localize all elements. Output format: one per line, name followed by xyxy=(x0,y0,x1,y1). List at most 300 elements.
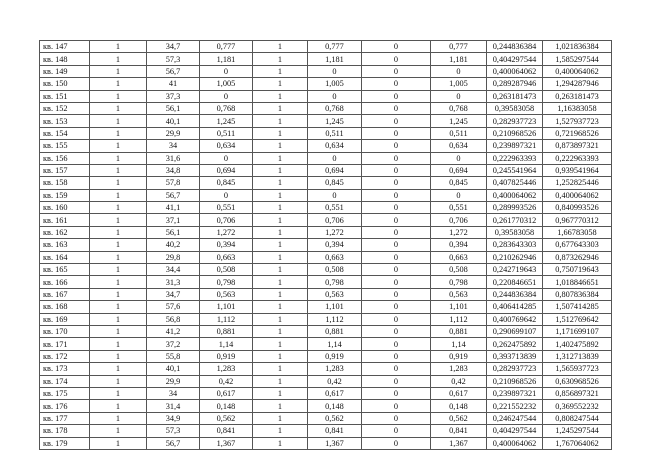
total-value-cell: 0 xyxy=(431,152,487,164)
sum-cell: 0,750719643 xyxy=(543,264,612,276)
apartment-cell: кв. 174 xyxy=(40,375,90,387)
zero-cell: 0 xyxy=(362,276,431,288)
adjusted-value-cell: 0,798 xyxy=(308,276,362,288)
coefficient-cell: 1 xyxy=(253,65,308,77)
share-cell: 0,400064062 xyxy=(487,437,543,449)
apartment-cell: кв. 178 xyxy=(40,425,90,437)
sum-cell: 0,677643303 xyxy=(543,239,612,251)
area-cell: 57,3 xyxy=(147,53,200,65)
sum-cell: 1,565937723 xyxy=(543,363,612,375)
share-cell: 0,289993526 xyxy=(487,202,543,214)
adjusted-value-cell: 0,694 xyxy=(308,164,362,176)
sum-cell: 1,402475892 xyxy=(543,338,612,350)
zero-cell: 0 xyxy=(362,239,431,251)
coefficient-cell: 1 xyxy=(253,78,308,90)
total-value-cell: 0,845 xyxy=(431,177,487,189)
count-cell: 1 xyxy=(90,152,147,164)
zero-cell: 0 xyxy=(362,375,431,387)
share-cell: 0,239897321 xyxy=(487,387,543,399)
total-value-cell: 0,617 xyxy=(431,387,487,399)
area-cell: 56,8 xyxy=(147,313,200,325)
total-value-cell: 0 xyxy=(431,189,487,201)
share-cell: 0,283643303 xyxy=(487,239,543,251)
value-cell: 0,845 xyxy=(200,177,253,189)
share-cell: 0,400769642 xyxy=(487,313,543,325)
table-row xyxy=(40,338,612,350)
value-cell: 1,283 xyxy=(200,363,253,375)
table-row xyxy=(40,400,612,412)
sum-cell: 0,263181473 xyxy=(543,90,612,102)
sum-cell: 0,856897321 xyxy=(543,387,612,399)
table-row xyxy=(40,437,612,449)
coefficient-cell: 1 xyxy=(253,350,308,362)
sum-cell: 0,807836384 xyxy=(543,288,612,300)
value-cell: 0,841 xyxy=(200,425,253,437)
count-cell: 1 xyxy=(90,251,147,263)
count-cell: 1 xyxy=(90,202,147,214)
count-cell: 1 xyxy=(90,412,147,424)
sum-cell: 0,873262946 xyxy=(543,251,612,263)
area-cell: 31,4 xyxy=(147,400,200,412)
area-cell: 41,1 xyxy=(147,202,200,214)
count-cell: 1 xyxy=(90,78,147,90)
adjusted-value-cell: 0 xyxy=(308,152,362,164)
coefficient-cell: 1 xyxy=(253,214,308,226)
count-cell: 1 xyxy=(90,425,147,437)
total-value-cell: 1,367 xyxy=(431,437,487,449)
value-cell: 0,551 xyxy=(200,202,253,214)
coefficient-cell: 1 xyxy=(253,152,308,164)
table-row xyxy=(40,350,612,362)
area-cell: 29,9 xyxy=(147,127,200,139)
value-cell: 0,768 xyxy=(200,102,253,114)
zero-cell: 0 xyxy=(362,127,431,139)
area-cell: 41,2 xyxy=(147,325,200,337)
sum-cell: 1,018846651 xyxy=(543,276,612,288)
sum-cell: 1,312713839 xyxy=(543,350,612,362)
coefficient-cell: 1 xyxy=(253,189,308,201)
value-cell: 0,777 xyxy=(200,41,253,53)
table-row xyxy=(40,288,612,300)
sum-cell: 1,021836384 xyxy=(543,41,612,53)
share-cell: 0,282937723 xyxy=(487,363,543,375)
adjusted-value-cell: 1,14 xyxy=(308,338,362,350)
zero-cell: 0 xyxy=(362,425,431,437)
adjusted-value-cell: 0,881 xyxy=(308,325,362,337)
apartment-cell: кв. 168 xyxy=(40,301,90,313)
value-cell: 1,367 xyxy=(200,437,253,449)
value-cell: 0,42 xyxy=(200,375,253,387)
coefficient-cell: 1 xyxy=(253,127,308,139)
area-cell: 37,1 xyxy=(147,214,200,226)
zero-cell: 0 xyxy=(362,251,431,263)
table-row xyxy=(40,251,612,263)
zero-cell: 0 xyxy=(362,325,431,337)
count-cell: 1 xyxy=(90,350,147,362)
table-row xyxy=(40,276,612,288)
table-row xyxy=(40,325,612,337)
table-row xyxy=(40,239,612,251)
zero-cell: 0 xyxy=(362,387,431,399)
area-cell: 31,3 xyxy=(147,276,200,288)
table-row xyxy=(40,65,612,77)
table-row xyxy=(40,102,612,114)
value-cell: 1,101 xyxy=(200,301,253,313)
share-cell: 0,262475892 xyxy=(487,338,543,350)
table-row xyxy=(40,152,612,164)
adjusted-value-cell: 0 xyxy=(308,189,362,201)
value-cell: 0,919 xyxy=(200,350,253,362)
sum-cell: 0,840993526 xyxy=(543,202,612,214)
coefficient-cell: 1 xyxy=(253,177,308,189)
zero-cell: 0 xyxy=(362,115,431,127)
share-cell: 0,210262946 xyxy=(487,251,543,263)
coefficient-cell: 1 xyxy=(253,387,308,399)
zero-cell: 0 xyxy=(362,400,431,412)
sum-cell: 0,967770312 xyxy=(543,214,612,226)
share-cell: 0,290699107 xyxy=(487,325,543,337)
value-cell: 1,181 xyxy=(200,53,253,65)
table-body xyxy=(40,41,612,450)
total-value-cell: 1,005 xyxy=(431,78,487,90)
adjusted-value-cell: 0,551 xyxy=(308,202,362,214)
sum-cell: 1,245297544 xyxy=(543,425,612,437)
total-value-cell: 0,919 xyxy=(431,350,487,362)
coefficient-cell: 1 xyxy=(253,276,308,288)
count-cell: 1 xyxy=(90,325,147,337)
coefficient-cell: 1 xyxy=(253,90,308,102)
sum-cell: 1,252825446 xyxy=(543,177,612,189)
value-cell: 0,881 xyxy=(200,325,253,337)
table-row xyxy=(40,264,612,276)
area-cell: 29,9 xyxy=(147,375,200,387)
value-cell: 0,694 xyxy=(200,164,253,176)
value-cell: 0,511 xyxy=(200,127,253,139)
zero-cell: 0 xyxy=(362,412,431,424)
zero-cell: 0 xyxy=(362,288,431,300)
sum-cell: 0,721968526 xyxy=(543,127,612,139)
zero-cell: 0 xyxy=(362,363,431,375)
table-row xyxy=(40,226,612,238)
zero-cell: 0 xyxy=(362,152,431,164)
total-value-cell: 0 xyxy=(431,65,487,77)
zero-cell: 0 xyxy=(362,350,431,362)
sum-cell: 0,873897321 xyxy=(543,140,612,152)
apartment-cell: кв. 179 xyxy=(40,437,90,449)
share-cell: 0,263181473 xyxy=(487,90,543,102)
coefficient-cell: 1 xyxy=(253,288,308,300)
table-row xyxy=(40,313,612,325)
sum-cell: 1,66783058 xyxy=(543,226,612,238)
table-row xyxy=(40,202,612,214)
apartment-cell: кв. 172 xyxy=(40,350,90,362)
count-cell: 1 xyxy=(90,400,147,412)
value-cell: 0,706 xyxy=(200,214,253,226)
adjusted-value-cell: 0,845 xyxy=(308,177,362,189)
apartment-cell: кв. 165 xyxy=(40,264,90,276)
sum-cell: 0,222963393 xyxy=(543,152,612,164)
zero-cell: 0 xyxy=(362,226,431,238)
table-row xyxy=(40,363,612,375)
sum-cell: 1,512769642 xyxy=(543,313,612,325)
count-cell: 1 xyxy=(90,140,147,152)
share-cell: 0,242719643 xyxy=(487,264,543,276)
table-row xyxy=(40,412,612,424)
count-cell: 1 xyxy=(90,65,147,77)
value-cell: 0 xyxy=(200,65,253,77)
share-cell: 0,289287946 xyxy=(487,78,543,90)
table-row xyxy=(40,425,612,437)
area-cell: 56,7 xyxy=(147,437,200,449)
count-cell: 1 xyxy=(90,288,147,300)
share-cell: 0,404297544 xyxy=(487,53,543,65)
apartment-cell: кв. 154 xyxy=(40,127,90,139)
total-value-cell: 0,551 xyxy=(431,202,487,214)
count-cell: 1 xyxy=(90,115,147,127)
total-value-cell: 0,394 xyxy=(431,239,487,251)
table-row xyxy=(40,177,612,189)
zero-cell: 0 xyxy=(362,65,431,77)
count-cell: 1 xyxy=(90,214,147,226)
count-cell: 1 xyxy=(90,239,147,251)
apartment-cell: кв. 148 xyxy=(40,53,90,65)
table-row xyxy=(40,164,612,176)
share-cell: 0,245541964 xyxy=(487,164,543,176)
total-value-cell: 0,841 xyxy=(431,425,487,437)
share-cell: 0,244836384 xyxy=(487,41,543,53)
adjusted-value-cell: 1,283 xyxy=(308,363,362,375)
area-cell: 34 xyxy=(147,140,200,152)
coefficient-cell: 1 xyxy=(253,363,308,375)
value-cell: 0,634 xyxy=(200,140,253,152)
adjusted-value-cell: 0,634 xyxy=(308,140,362,152)
share-cell: 0,210968526 xyxy=(487,127,543,139)
coefficient-cell: 1 xyxy=(253,53,308,65)
apartment-cell: кв. 151 xyxy=(40,90,90,102)
area-cell: 56,1 xyxy=(147,102,200,114)
table-row xyxy=(40,115,612,127)
table-row xyxy=(40,214,612,226)
adjusted-value-cell: 1,101 xyxy=(308,301,362,313)
area-cell: 29,8 xyxy=(147,251,200,263)
apartment-cell: кв. 167 xyxy=(40,288,90,300)
coefficient-cell: 1 xyxy=(253,164,308,176)
zero-cell: 0 xyxy=(362,90,431,102)
apartment-cell: кв. 171 xyxy=(40,338,90,350)
total-value-cell: 0,706 xyxy=(431,214,487,226)
apartment-cell: кв. 155 xyxy=(40,140,90,152)
zero-cell: 0 xyxy=(362,164,431,176)
coefficient-cell: 1 xyxy=(253,251,308,263)
area-cell: 31,6 xyxy=(147,152,200,164)
value-cell: 0 xyxy=(200,152,253,164)
total-value-cell: 0,148 xyxy=(431,400,487,412)
total-value-cell: 1,112 xyxy=(431,313,487,325)
sum-cell: 1,527937723 xyxy=(543,115,612,127)
table-row xyxy=(40,78,612,90)
count-cell: 1 xyxy=(90,313,147,325)
apartment-cell: кв. 166 xyxy=(40,276,90,288)
count-cell: 1 xyxy=(90,53,147,65)
apartment-cell: кв. 156 xyxy=(40,152,90,164)
data-table xyxy=(39,40,612,450)
table-row xyxy=(40,90,612,102)
coefficient-cell: 1 xyxy=(253,437,308,449)
total-value-cell: 1,181 xyxy=(431,53,487,65)
apartment-cell: кв. 176 xyxy=(40,400,90,412)
value-cell: 0,617 xyxy=(200,387,253,399)
coefficient-cell: 1 xyxy=(253,102,308,114)
apartment-cell: кв. 175 xyxy=(40,387,90,399)
sum-cell: 0,808247544 xyxy=(543,412,612,424)
count-cell: 1 xyxy=(90,226,147,238)
sum-cell: 0,400064062 xyxy=(543,189,612,201)
value-cell: 1,272 xyxy=(200,226,253,238)
apartment-cell: кв. 169 xyxy=(40,313,90,325)
coefficient-cell: 1 xyxy=(253,325,308,337)
table-row xyxy=(40,387,612,399)
area-cell: 34,7 xyxy=(147,41,200,53)
sum-cell: 0,400064062 xyxy=(543,65,612,77)
total-value-cell: 0,563 xyxy=(431,288,487,300)
total-value-cell: 0,663 xyxy=(431,251,487,263)
adjusted-value-cell: 0,562 xyxy=(308,412,362,424)
coefficient-cell: 1 xyxy=(253,313,308,325)
share-cell: 0,210968526 xyxy=(487,375,543,387)
area-cell: 56,7 xyxy=(147,65,200,77)
adjusted-value-cell: 0,777 xyxy=(308,41,362,53)
area-cell: 56,1 xyxy=(147,226,200,238)
coefficient-cell: 1 xyxy=(253,412,308,424)
coefficient-cell: 1 xyxy=(253,140,308,152)
area-cell: 41 xyxy=(147,78,200,90)
share-cell: 0,244836384 xyxy=(487,288,543,300)
count-cell: 1 xyxy=(90,363,147,375)
area-cell: 34 xyxy=(147,387,200,399)
apartment-cell: кв. 163 xyxy=(40,239,90,251)
value-cell: 0 xyxy=(200,90,253,102)
area-cell: 57,6 xyxy=(147,301,200,313)
area-cell: 34,9 xyxy=(147,412,200,424)
count-cell: 1 xyxy=(90,437,147,449)
area-cell: 34,4 xyxy=(147,264,200,276)
zero-cell: 0 xyxy=(362,437,431,449)
share-cell: 0,282937723 xyxy=(487,115,543,127)
adjusted-value-cell: 1,367 xyxy=(308,437,362,449)
apartment-cell: кв. 157 xyxy=(40,164,90,176)
adjusted-value-cell: 0,148 xyxy=(308,400,362,412)
share-cell: 0,222963393 xyxy=(487,152,543,164)
share-cell: 0,406414285 xyxy=(487,301,543,313)
sum-cell: 0,369552232 xyxy=(543,400,612,412)
apartment-cell: кв. 162 xyxy=(40,226,90,238)
table-row xyxy=(40,53,612,65)
apartment-cell: кв. 160 xyxy=(40,202,90,214)
zero-cell: 0 xyxy=(362,214,431,226)
total-value-cell: 1,245 xyxy=(431,115,487,127)
zero-cell: 0 xyxy=(362,102,431,114)
adjusted-value-cell: 0,508 xyxy=(308,264,362,276)
share-cell: 0,407825446 xyxy=(487,177,543,189)
coefficient-cell: 1 xyxy=(253,425,308,437)
total-value-cell: 0,694 xyxy=(431,164,487,176)
area-cell: 40,2 xyxy=(147,239,200,251)
adjusted-value-cell: 0 xyxy=(308,65,362,77)
coefficient-cell: 1 xyxy=(253,202,308,214)
adjusted-value-cell: 1,272 xyxy=(308,226,362,238)
count-cell: 1 xyxy=(90,301,147,313)
table-row xyxy=(40,127,612,139)
share-cell: 0,221552232 xyxy=(487,400,543,412)
apartment-cell: кв. 150 xyxy=(40,78,90,90)
sum-cell: 1,294287946 xyxy=(543,78,612,90)
zero-cell: 0 xyxy=(362,338,431,350)
value-cell: 0,663 xyxy=(200,251,253,263)
zero-cell: 0 xyxy=(362,78,431,90)
adjusted-value-cell: 0,663 xyxy=(308,251,362,263)
share-cell: 0,404297544 xyxy=(487,425,543,437)
total-value-cell: 1,14 xyxy=(431,338,487,350)
total-value-cell: 0,777 xyxy=(431,41,487,53)
value-cell: 1,14 xyxy=(200,338,253,350)
area-cell: 40,1 xyxy=(147,115,200,127)
value-cell: 0,148 xyxy=(200,400,253,412)
area-cell: 57,8 xyxy=(147,177,200,189)
count-cell: 1 xyxy=(90,177,147,189)
zero-cell: 0 xyxy=(362,177,431,189)
total-value-cell: 0,881 xyxy=(431,325,487,337)
total-value-cell: 0,42 xyxy=(431,375,487,387)
adjusted-value-cell: 0,919 xyxy=(308,350,362,362)
share-cell: 0,400064062 xyxy=(487,189,543,201)
zero-cell: 0 xyxy=(362,189,431,201)
apartment-cell: кв. 158 xyxy=(40,177,90,189)
adjusted-value-cell: 1,112 xyxy=(308,313,362,325)
count-cell: 1 xyxy=(90,276,147,288)
share-cell: 0,261770312 xyxy=(487,214,543,226)
apartment-cell: кв. 177 xyxy=(40,412,90,424)
table-row xyxy=(40,301,612,313)
coefficient-cell: 1 xyxy=(253,301,308,313)
area-cell: 34,7 xyxy=(147,288,200,300)
sum-cell: 1,171699107 xyxy=(543,325,612,337)
zero-cell: 0 xyxy=(362,53,431,65)
value-cell: 0,798 xyxy=(200,276,253,288)
zero-cell: 0 xyxy=(362,140,431,152)
table-row xyxy=(40,189,612,201)
share-cell: 0,39583058 xyxy=(487,226,543,238)
value-cell: 0 xyxy=(200,189,253,201)
adjusted-value-cell: 0,706 xyxy=(308,214,362,226)
total-value-cell: 1,272 xyxy=(431,226,487,238)
adjusted-value-cell: 0 xyxy=(308,90,362,102)
share-cell: 0,400064062 xyxy=(487,65,543,77)
value-cell: 0,394 xyxy=(200,239,253,251)
count-cell: 1 xyxy=(90,127,147,139)
total-value-cell: 1,283 xyxy=(431,363,487,375)
adjusted-value-cell: 0,511 xyxy=(308,127,362,139)
total-value-cell: 0,768 xyxy=(431,102,487,114)
adjusted-value-cell: 0,563 xyxy=(308,288,362,300)
total-value-cell: 0,511 xyxy=(431,127,487,139)
table-row xyxy=(40,41,612,53)
table-row xyxy=(40,375,612,387)
apartment-cell: кв. 161 xyxy=(40,214,90,226)
total-value-cell: 0,562 xyxy=(431,412,487,424)
coefficient-cell: 1 xyxy=(253,264,308,276)
sum-cell: 1,507414285 xyxy=(543,301,612,313)
total-value-cell: 0,508 xyxy=(431,264,487,276)
